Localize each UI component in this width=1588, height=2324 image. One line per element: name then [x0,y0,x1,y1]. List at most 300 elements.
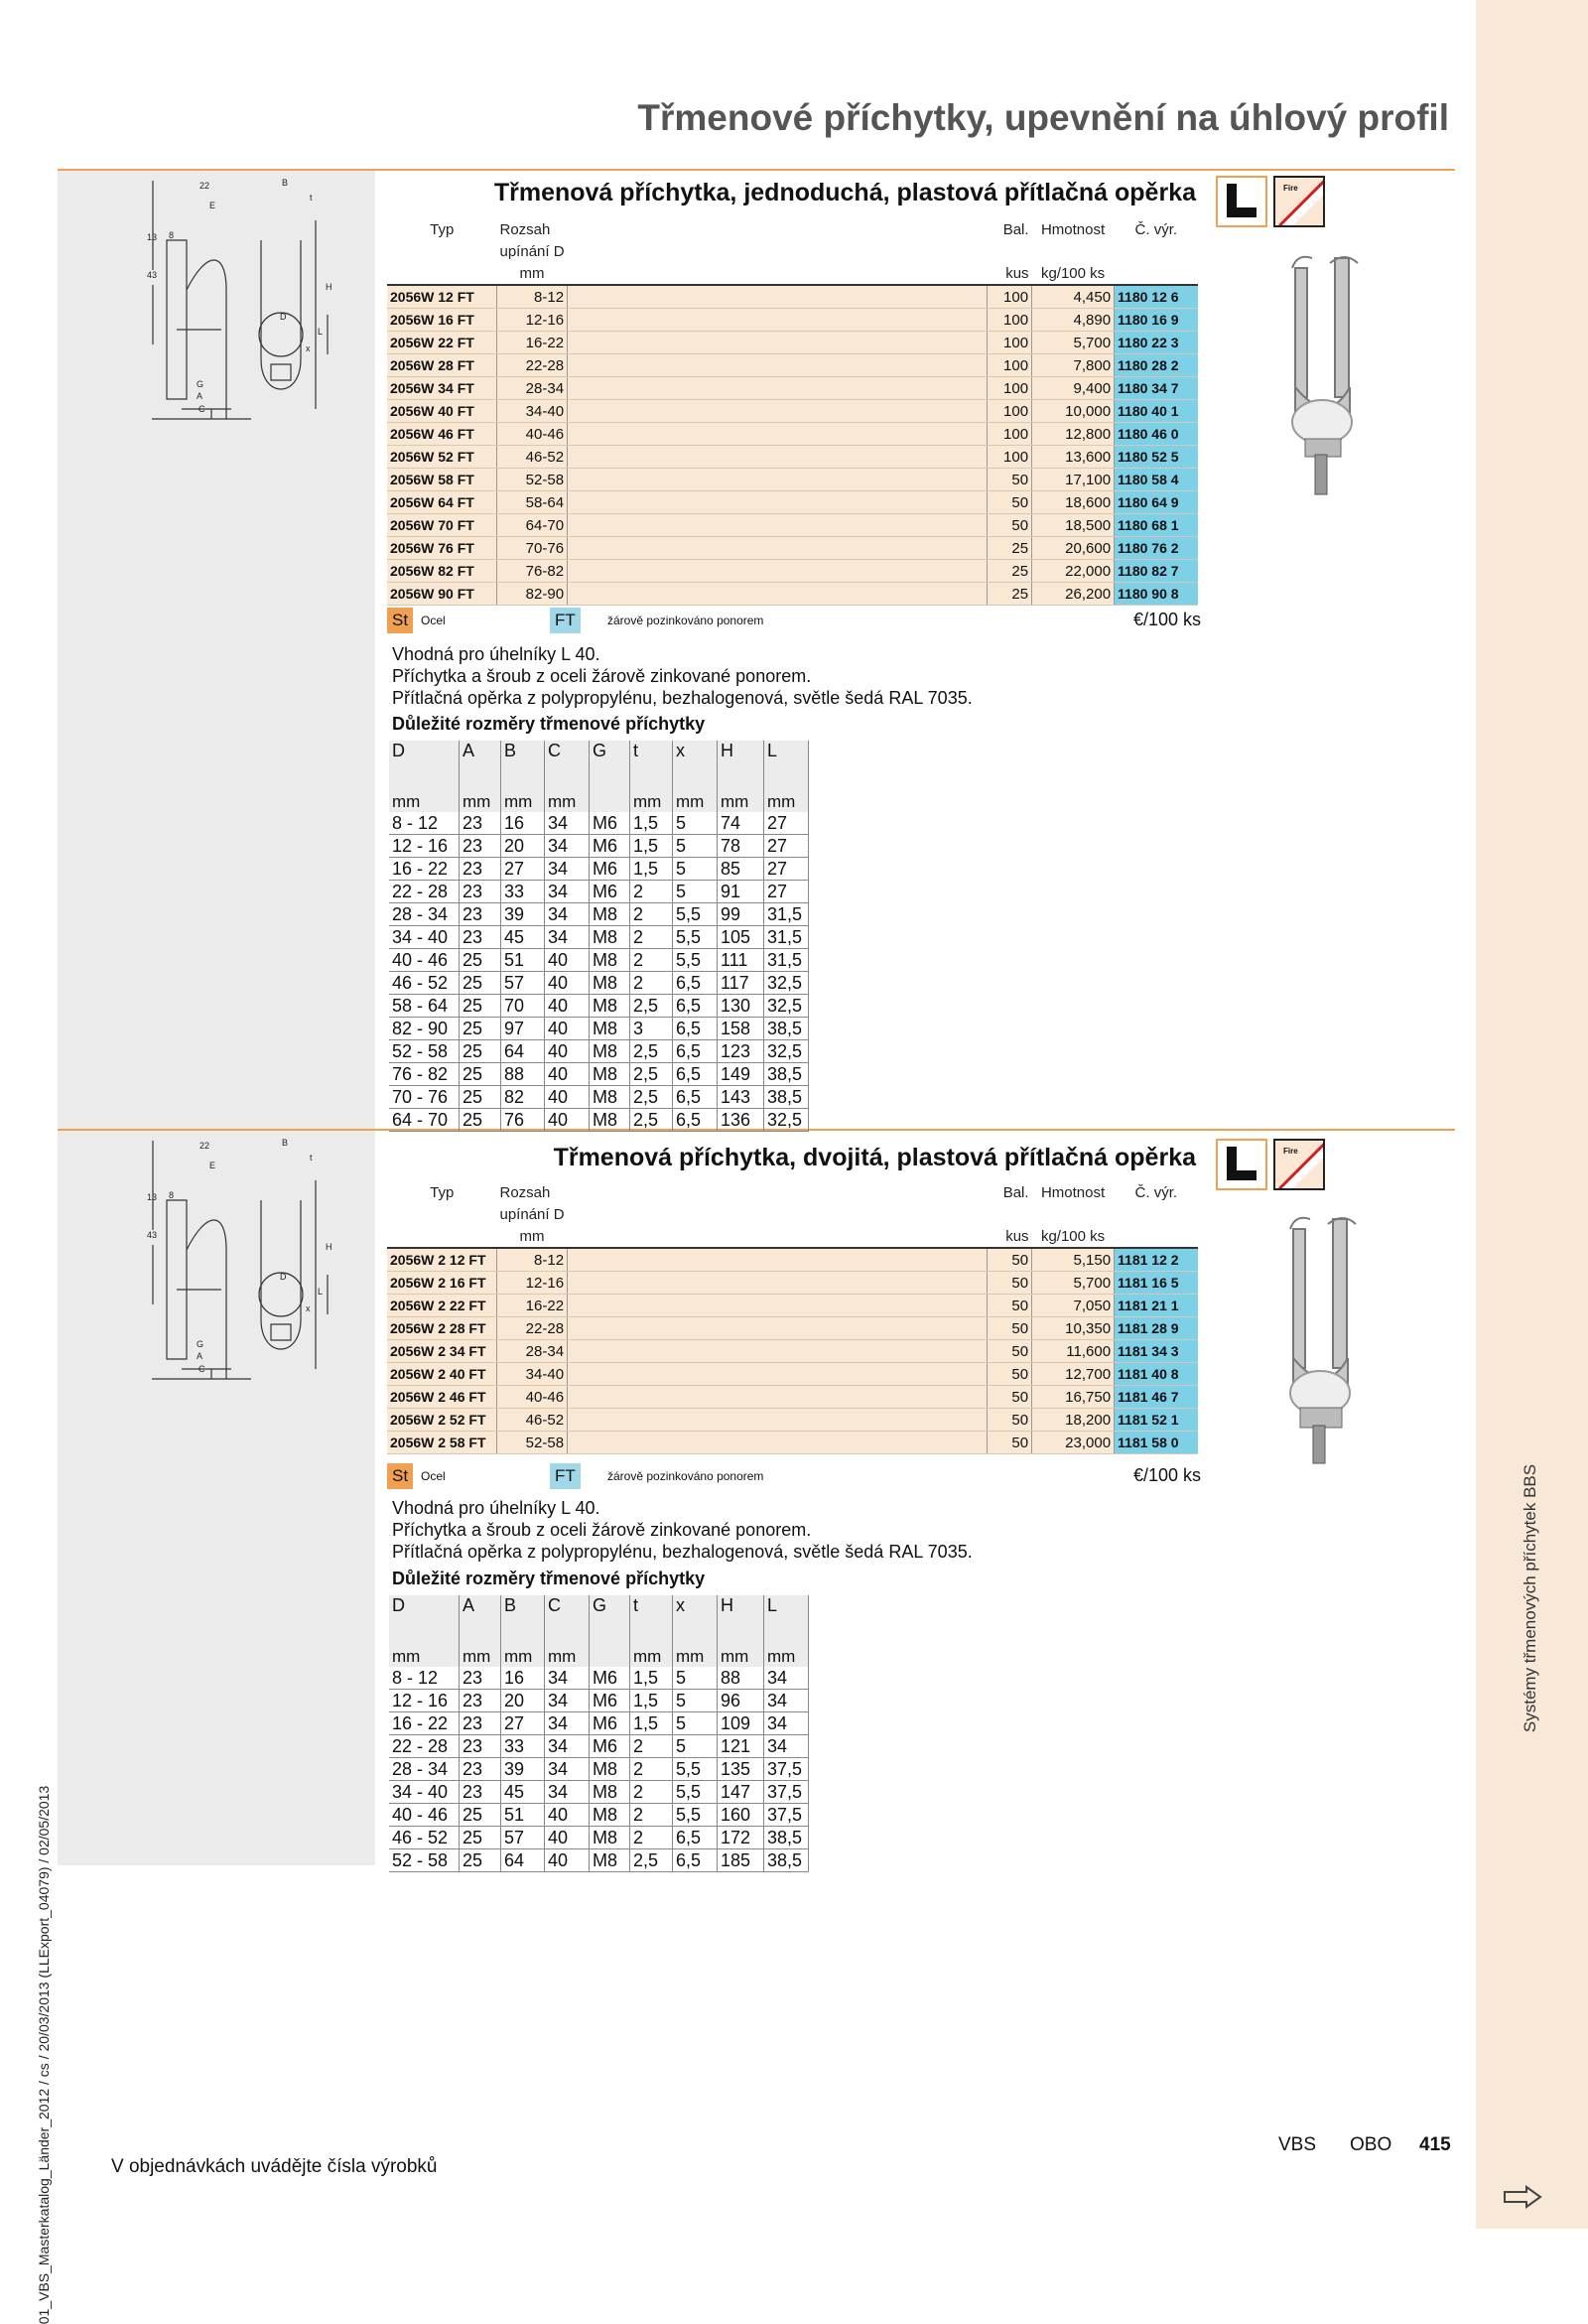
dim-cell: 31,5 [764,903,809,926]
dim-cell: M6 [590,1667,630,1690]
cell-cvyr: 1180 40 1 [1115,400,1199,423]
table-row [387,491,1198,514]
cell-rozsah: 64-70 [497,514,568,537]
dim-cell: M8 [590,1849,630,1872]
cell-rozsah: 58-64 [497,491,568,514]
cell-spacer [568,332,988,354]
dim-cell: 39 [501,903,545,926]
cell-cvyr: 1180 28 2 [1115,354,1199,377]
dim-cell: 2 [630,1758,673,1781]
dimensions-table [389,741,809,1132]
dim-cell: 96 [718,1690,764,1712]
cell-rozsah: 70-76 [497,537,568,560]
dim-header: x [673,1595,718,1617]
dim-cell: 85 [718,858,764,881]
cell-cvyr: 1180 64 9 [1115,491,1199,514]
dim-cell: 1,5 [630,1712,673,1735]
dim-spacer [718,1617,764,1647]
cell-cvyr: 1181 58 0 [1115,1432,1199,1454]
cell-spacer [568,491,988,514]
dim-cell: 16 - 22 [389,1712,460,1735]
dim-cell: 32,5 [764,1040,809,1063]
logo-group [1216,1139,1325,1190]
cell-spacer [568,1295,988,1317]
cell-hmotnost: 4,890 [1032,309,1115,332]
dim-cell: 2,5 [630,1849,673,1872]
dim-cell: 34 [545,926,590,949]
cell-cvyr: 1180 68 1 [1115,514,1199,537]
table-row [387,285,1198,309]
clamp-technical-drawing [58,1131,375,1389]
dim-cell: 2 [630,1827,673,1849]
dim-cell: 111 [718,949,764,972]
cell-hmotnost: 26,200 [1032,583,1115,606]
cell-typ: 2056W 46 FT [387,423,497,446]
cell-bal: 50 [988,1317,1032,1340]
cell-typ: 2056W 2 58 FT [387,1432,497,1454]
dim-cell: 172 [718,1827,764,1849]
dim-cell: 32,5 [764,972,809,995]
dim-cell: 6,5 [673,1040,718,1063]
dim-label-e: E [209,1161,216,1170]
cell-rozsah: 22-28 [497,354,568,377]
dim-cell: 51 [501,1804,545,1827]
dim-cell: 76 [501,1109,545,1132]
cell-spacer [568,537,988,560]
dim-cell: 143 [718,1086,764,1109]
dim-cell: 23 [460,835,501,858]
dim-header: A [460,1595,501,1617]
cell-bal: 100 [988,423,1032,446]
cell-bal: 50 [988,1386,1032,1409]
dim-unit: mm [764,1647,809,1667]
cell-spacer [568,1409,988,1432]
dim-cell: 46 - 52 [389,972,460,995]
dim-cell: 5,5 [673,1804,718,1827]
cell-bal: 50 [988,1295,1032,1317]
dim-cell: 76 - 82 [389,1063,460,1086]
dim-cell: 23 [460,1690,501,1712]
dim-unit: mm [389,792,460,812]
cell-spacer [568,1272,988,1295]
dim-cell: M8 [590,903,630,926]
dim-cell: 1,5 [630,1667,673,1690]
dim-cell: 2,5 [630,1040,673,1063]
cell-hmotnost: 12,700 [1032,1363,1115,1386]
cell-hmotnost: 23,000 [1032,1432,1115,1454]
dim-label-a: A [197,391,203,401]
dim-cell: 99 [718,903,764,926]
dim-spacer [673,1617,718,1647]
dim-cell: 6,5 [673,1063,718,1086]
dim-cell: 6,5 [673,1086,718,1109]
dim-header: H [718,1595,764,1617]
dim-cell: 91 [718,881,764,903]
dim-cell: M8 [590,949,630,972]
dim-cell: 40 [545,1086,590,1109]
dim-cell: 27 [764,858,809,881]
unit-kus: kus [1005,264,1029,282]
cell-spacer [568,309,988,332]
dim-cell: 33 [501,1735,545,1758]
dim-cell: 34 [545,1758,590,1781]
table-row [389,1712,809,1735]
table-row [387,377,1198,400]
dim-cell: 82 [501,1086,545,1109]
dim-cell: M8 [590,1018,630,1040]
dim-cell: 2,5 [630,1063,673,1086]
dim-cell: 1,5 [630,1690,673,1712]
dim-cell: 23 [460,926,501,949]
dim-cell: 34 [764,1690,809,1712]
dim-cell: 117 [718,972,764,995]
dim-cell: 40 - 46 [389,1804,460,1827]
dim-cell: 52 - 58 [389,1849,460,1872]
table-row [387,1432,1198,1454]
dim-cell: 5 [673,881,718,903]
cell-hmotnost: 11,600 [1032,1340,1115,1363]
cell-rozsah: 82-90 [497,583,568,606]
ft-badge: FT [550,608,581,633]
cell-typ: 2056W 70 FT [387,514,497,537]
dim-cell: 25 [460,1109,501,1132]
dim-cell: M8 [590,1040,630,1063]
dim-header: D [389,1595,460,1617]
cell-typ: 2056W 2 34 FT [387,1340,497,1363]
dim-cell: 38,5 [764,1827,809,1849]
cell-spacer [568,377,988,400]
table-row [389,1735,809,1758]
dim-cell: 23 [460,1758,501,1781]
dim-unit: mm [673,1647,718,1667]
cell-cvyr: 1181 46 7 [1115,1386,1199,1409]
dim-cell: 38,5 [764,1063,809,1086]
dim-cell: 20 [501,1690,545,1712]
right-sidebar [1476,0,1588,2229]
cell-hmotnost: 7,800 [1032,354,1115,377]
dim-unit-row [389,1647,809,1667]
dim-cell: 27 [764,812,809,835]
dim-cell: 3 [630,1018,673,1040]
col-header-typ: Typ [430,220,455,238]
dim-header: G [590,741,630,762]
dim-cell: 70 - 76 [389,1086,460,1109]
cell-cvyr: 1180 58 4 [1115,469,1199,491]
cell-bal: 50 [988,514,1032,537]
table-row [389,949,809,972]
cell-hmotnost: 4,450 [1032,285,1115,309]
table-row [387,400,1198,423]
dim-label-8: 8 [169,1190,175,1200]
dim-cell: 46 - 52 [389,1827,460,1849]
dim-cell: 23 [460,1667,501,1690]
dim-cell: 25 [460,1063,501,1086]
dim-label-c: C [198,404,205,414]
dim-cell: 38,5 [764,1086,809,1109]
dim-header: C [545,741,590,762]
angle-profile-icon [1216,1139,1267,1190]
dim-label-d: D [280,312,287,322]
table-row [387,1386,1198,1409]
dim-cell: 57 [501,972,545,995]
dim-spacer [718,762,764,792]
col-header-cvyr: Č. výr. [1134,220,1178,238]
cell-typ: 2056W 2 28 FT [387,1317,497,1340]
cell-rozsah: 16-22 [497,1295,568,1317]
dim-cell: 109 [718,1712,764,1735]
technical-drawing-area [58,171,375,1129]
logo-group [1216,176,1325,227]
dim-cell: 6,5 [673,995,718,1018]
cell-rozsah: 8-12 [497,285,568,309]
cell-spacer [568,1363,988,1386]
table-row [389,858,809,881]
cell-spacer [568,423,988,446]
cell-rozsah: 22-28 [497,1317,568,1340]
st-badge: St [387,1463,413,1489]
dim-label-43: 43 [147,270,158,280]
dim-cell: 1,5 [630,835,673,858]
dim-spacer [764,1617,809,1647]
angle-profile-icon [1216,176,1267,227]
dim-cell: 22 - 28 [389,881,460,903]
dim-cell: 40 [545,995,590,1018]
dim-cell: 34 [545,1667,590,1690]
table-row [389,1063,809,1086]
footer-note: V objednávkách uvádějte čísla výrobků [111,2156,438,2177]
cell-cvyr: 1181 12 2 [1115,1248,1199,1272]
dim-spacer [389,1617,460,1647]
cell-hmotnost: 20,600 [1032,537,1115,560]
cell-typ: 2056W 76 FT [387,537,497,560]
page-number: 415 [1419,2134,1451,2155]
dim-spacer [630,762,673,792]
dim-cell: 34 - 40 [389,926,460,949]
dimensions-title: Důležité rozměry třmenové příchytky [392,1569,706,1588]
dim-cell: 135 [718,1758,764,1781]
table-row [389,926,809,949]
dim-cell: 23 [460,1781,501,1804]
cell-hmotnost: 10,350 [1032,1317,1115,1340]
table-row [387,1317,1198,1340]
col-header-rozsah: Rozsah [499,220,551,238]
table-row [389,1086,809,1109]
dim-label-8: 8 [169,230,175,240]
product-table [387,218,1198,606]
dim-unit: mm [673,792,718,812]
cell-cvyr: 1181 34 3 [1115,1340,1199,1363]
table-row [389,1109,809,1132]
table-row [389,972,809,995]
dim-header: C [545,1595,590,1617]
dim-cell: 23 [460,1712,501,1735]
table-row [389,1040,809,1063]
dim-header: t [630,741,673,762]
cell-rozsah: 76-82 [497,560,568,583]
ft-label: žárově pozinkováno ponorem [607,1469,764,1483]
table-row [389,1667,809,1690]
fire-protection-icon: Fire [1273,1139,1325,1190]
dim-cell: 2 [630,1804,673,1827]
dim-cell: 45 [501,1781,545,1804]
dim-header-row [389,741,809,762]
dim-cell: 70 [501,995,545,1018]
table-row [387,332,1198,354]
dim-cell: 40 [545,949,590,972]
dim-cell: 2 [630,1735,673,1758]
dim-cell: 6,5 [673,1849,718,1872]
description: Vhodná pro úhelníky L 40. Příchytka a šroub z oceli žárově zinkované ponorem. Přítlačná opěrka z polypropylénu, bezhalogenová, světle šedá RAL 7035. [392,644,973,708]
cell-bal: 50 [988,1340,1032,1363]
col-header-typ: Typ [430,1183,455,1201]
dim-cell: 34 [545,1781,590,1804]
cell-hmotnost: 18,500 [1032,514,1115,537]
material-legend [387,608,1201,633]
dim-cell: 8 - 12 [389,812,460,835]
dim-cell: M8 [590,1109,630,1132]
dim-cell: M8 [590,1063,630,1086]
table-row [389,1018,809,1040]
dim-label-x: x [306,343,311,353]
material-legend [387,1463,1201,1489]
table-row [389,812,809,835]
dim-spacer [545,1617,590,1647]
dim-spacer-row [389,1617,809,1647]
col-header-rozsah-sub: upínání D [499,242,565,260]
dim-spacer [590,1617,630,1647]
dim-cell: 32,5 [764,995,809,1018]
table-row [387,1295,1198,1317]
cell-rozsah: 40-46 [497,423,568,446]
page-title: Třmenové příchytky, upevnění na úhlový profil [637,97,1449,138]
dim-cell: 2,5 [630,1109,673,1132]
dim-cell: 25 [460,972,501,995]
dim-cell: 34 [545,1690,590,1712]
dim-cell: 2 [630,926,673,949]
dim-unit: mm [630,792,673,812]
table-row [387,1363,1198,1386]
dim-cell: 27 [764,881,809,903]
dim-cell: M8 [590,1827,630,1849]
cell-cvyr: 1181 16 5 [1115,1272,1199,1295]
table-row [387,583,1198,606]
cell-spacer [568,400,988,423]
cell-hmotnost: 5,700 [1032,332,1115,354]
dim-label-d: D [280,1272,287,1282]
dim-cell: 6,5 [673,972,718,995]
cell-spacer [568,583,988,606]
footer-vbs: VBS [1278,2134,1317,2155]
section-title: Třmenová příchytka, jednoduchá, plastová přítlačná opěrka [493,179,1196,206]
dim-cell: 33 [501,881,545,903]
unit-mm: mm [519,1227,545,1245]
dim-cell: 27 [501,858,545,881]
cell-spacer [568,560,988,583]
clamp-technical-drawing [58,171,375,429]
table-row [387,423,1198,446]
footer-obo: OBO [1350,2134,1392,2155]
dimensions-title: Důležité rozměry třmenové příchytky [392,714,706,734]
dim-cell: 149 [718,1063,764,1086]
dim-cell: 88 [718,1667,764,1690]
section-title: Třmenová příchytka, dvojitá, plastová přítlačná opěrka [553,1144,1196,1171]
dim-label-22: 22 [199,1141,210,1151]
dim-cell: 25 [460,1804,501,1827]
dim-cell: 5 [673,1667,718,1690]
dim-cell: 40 [545,1018,590,1040]
dim-cell: 82 - 90 [389,1018,460,1040]
dim-cell: 2 [630,903,673,926]
dim-label-13: 13 [147,232,158,242]
cell-bal: 100 [988,285,1032,309]
cell-typ: 2056W 28 FT [387,354,497,377]
dim-cell: 97 [501,1018,545,1040]
cell-cvyr: 1180 34 7 [1115,377,1199,400]
table-row [389,1849,809,1872]
price-unit: €/100 ks [1132,1465,1201,1485]
product-table [387,1181,1198,1454]
dim-cell: 16 [501,812,545,835]
cell-hmotnost: 18,600 [1032,491,1115,514]
dim-header-row [389,1595,809,1617]
cell-rozsah: 46-52 [497,1409,568,1432]
table-row [389,903,809,926]
dim-cell: 52 - 58 [389,1040,460,1063]
dim-cell: 64 - 70 [389,1109,460,1132]
dim-cell: 34 [545,881,590,903]
dim-spacer [460,1617,501,1647]
dim-cell: 158 [718,1018,764,1040]
st-badge: St [387,608,413,633]
cell-spacer [568,1386,988,1409]
dim-cell: 20 [501,835,545,858]
cell-rozsah: 40-46 [497,1386,568,1409]
dim-unit: mm [545,792,590,812]
cell-hmotnost: 12,800 [1032,423,1115,446]
col-header-cvyr: Č. výr. [1134,1183,1178,1201]
cell-cvyr: 1181 52 1 [1115,1409,1199,1432]
dim-cell: M8 [590,972,630,995]
table-row [389,881,809,903]
cell-hmotnost: 17,100 [1032,469,1115,491]
table-row [389,1827,809,1849]
dim-cell: 5,5 [673,903,718,926]
col-header-bal: Bal. [1002,1183,1029,1201]
dim-cell: 23 [460,1735,501,1758]
dim-label-g: G [197,1339,204,1349]
cell-typ: 2056W 90 FT [387,583,497,606]
dim-label-l: L [318,327,324,337]
dim-spacer [764,762,809,792]
dim-unit: mm [718,792,764,812]
dim-cell: M6 [590,1712,630,1735]
cell-spacer [568,514,988,537]
table-row [389,1690,809,1712]
dim-cell: 64 [501,1849,545,1872]
dim-cell: 31,5 [764,926,809,949]
cell-bal: 100 [988,309,1032,332]
cell-spacer [568,1248,988,1272]
table-row [387,537,1198,560]
col-header-hmotnost: Hmotnost [1040,220,1106,238]
dim-header: B [501,1595,545,1617]
cell-spacer [568,1317,988,1340]
dim-cell: 5,5 [673,1781,718,1804]
cell-cvyr: 1180 12 6 [1115,285,1199,309]
cell-spacer [568,469,988,491]
dim-cell: 25 [460,1849,501,1872]
dim-cell: 25 [460,949,501,972]
